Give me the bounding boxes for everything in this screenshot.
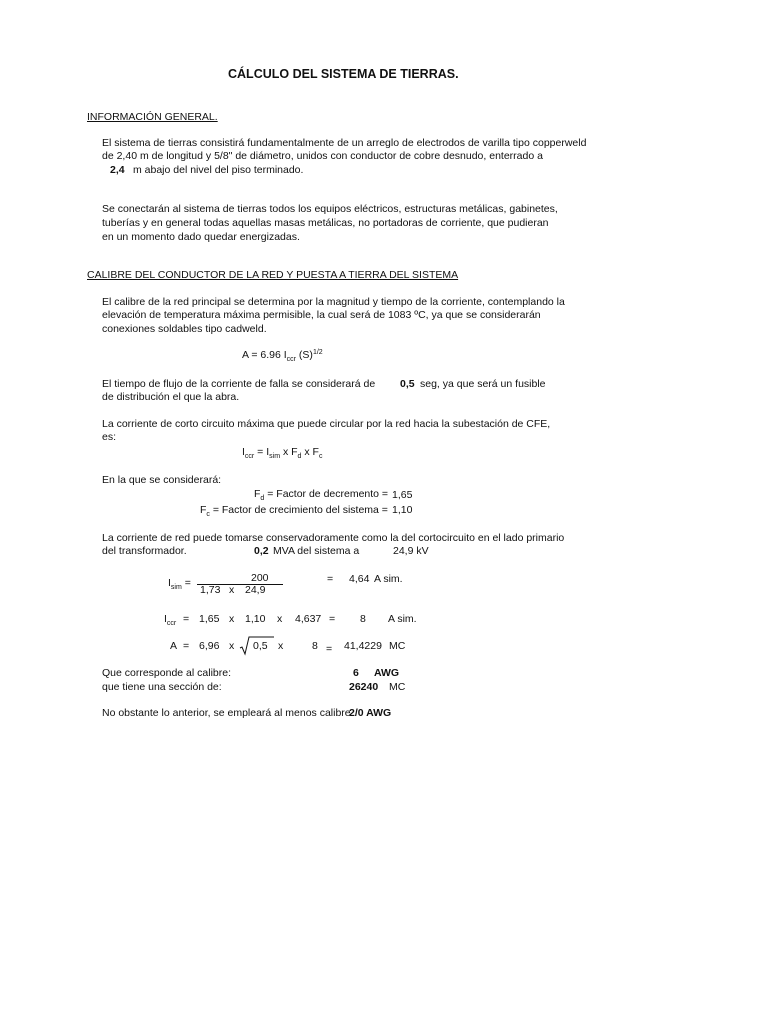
- iccr-x: x: [277, 613, 283, 625]
- paragraph-line: m abajo del nivel del piso terminado.: [133, 164, 304, 176]
- area-equals: =: [326, 643, 333, 655]
- area-iccr: 8: [312, 640, 318, 652]
- area-x: x: [229, 640, 235, 652]
- iccr-label: $I_{ccr}$: [164, 613, 177, 627]
- kv-value: 24,9 kV: [393, 545, 429, 557]
- paragraph-line: Se conectarán al sistema de tierras todos los equipos eléctricos, estructuras metálicas, gabinetes,: [102, 203, 558, 215]
- area-equals: =: [183, 640, 190, 652]
- iccr-equals: =: [183, 613, 190, 625]
- isim-unit: A sim.: [374, 573, 403, 585]
- isim-label: $I_{sim}$ =: [168, 577, 191, 591]
- depth-value: 2,4: [110, 164, 125, 176]
- section-label: que tiene una sección de:: [102, 681, 222, 693]
- iccr-x: x: [229, 613, 235, 625]
- fault-time-value: 0,5: [400, 378, 415, 390]
- section-heading-conductor-gauge: CALIBRE DEL CONDUCTOR DE LA RED Y PUESTA A TIERRA DEL SISTEMA: [87, 269, 459, 281]
- paragraph-line: MVA del sistema a: [273, 545, 360, 557]
- paragraph-line: del transformador.: [102, 545, 187, 557]
- final-gauge: 2/0 AWG: [349, 707, 392, 719]
- paragraph-line: de distribución el que la abra.: [102, 391, 240, 403]
- paragraph-line: conexiones soldables tipo cadweld.: [102, 323, 267, 335]
- area-x: x: [278, 640, 284, 652]
- factor-growth: $F_c$ = Factor de crecimiento del sistema =: [200, 504, 388, 518]
- area-result: 41,4229: [344, 640, 382, 652]
- factor-growth-value: 1,10: [392, 504, 413, 516]
- paragraph-line: de 2,40 m de longitud y 5/8" de diámetro, unidos con conductor de cobre desnudo, enterrado a: [102, 150, 543, 162]
- factor-decrement: $F_d$ = Factor de decremento =: [254, 488, 389, 502]
- isim-x: x: [229, 584, 235, 596]
- isim-denominator-1: 1,73: [200, 584, 221, 596]
- iccr-equals: =: [329, 613, 336, 625]
- factor-decrement-value: 1,65: [392, 489, 413, 501]
- section-heading-general-info: INFORMACIÓN GENERAL.: [87, 111, 218, 123]
- paragraph-line: La corriente de corto circuito máxima que puede circular por la red hacia la subestación de CFE,: [102, 418, 551, 430]
- paragraph-line: La corriente de red puede tomarse conservadoramente como la del cortocircuito en el lado primario: [102, 532, 565, 544]
- paragraph-line: elevación de temperatura máxima permisible, la cual será de 1083 ºC, ya que se considerarán: [102, 309, 541, 321]
- iccr-isim: 4,637: [295, 613, 322, 625]
- iccr-unit: A sim.: [388, 613, 417, 625]
- isim-equals: =: [327, 573, 334, 585]
- section-unit: MC: [389, 681, 406, 693]
- area-time: 0,5: [253, 640, 268, 652]
- paragraph-line: En la que se considerará:: [102, 474, 222, 486]
- area-label: A: [170, 640, 178, 652]
- gauge-unit: AWG: [374, 667, 400, 679]
- paragraph-line: El sistema de tierras consistirá fundamentalmente de un arreglo de electrodos de varilla tipo copperweld: [102, 137, 587, 149]
- paragraph-line: es:: [102, 431, 117, 443]
- area-constant: 6,96: [199, 640, 220, 652]
- iccr-result: 8: [360, 613, 366, 625]
- area-unit: MC: [389, 640, 406, 652]
- section-value: 26240: [349, 681, 379, 693]
- final-note: No obstante lo anterior, se empleará al menos calibre: [102, 707, 351, 719]
- formula-area: A = 6.96 $I_{ccr}$ $(S)^{1/2}$: [242, 349, 323, 363]
- formula-iccr: $I_{ccr} = I_{sim}$ x $F_d$ x $F_c$: [242, 446, 323, 460]
- iccr-fc: 1,10: [245, 613, 266, 625]
- paragraph-line: en un momento dado quedar energizadas.: [102, 231, 300, 243]
- gauge-value: 6: [353, 667, 359, 679]
- paragraph-line: tuberías y en general todas aquellas masas metálicas, no portadoras de corriente, que pudieran: [102, 217, 549, 229]
- isim-result: 4,64: [349, 573, 370, 585]
- isim-numerator: 200: [251, 572, 269, 584]
- paragraph-line: seg, ya que será un fusible: [420, 378, 546, 390]
- gauge-label: Que corresponde al calibre:: [102, 667, 231, 679]
- page-title: CÁLCULO DEL SISTEMA DE TIERRAS.: [228, 67, 459, 81]
- paragraph-line: El tiempo de flujo de la corriente de falla se considerará de: [102, 378, 376, 390]
- iccr-fd: 1,65: [199, 613, 220, 625]
- isim-denominator-2: 24,9: [245, 584, 266, 596]
- mva-value: 0,2: [254, 545, 269, 557]
- paragraph-line: El calibre de la red principal se determina por la magnitud y tiempo de la corriente, contemplando la: [102, 296, 565, 308]
